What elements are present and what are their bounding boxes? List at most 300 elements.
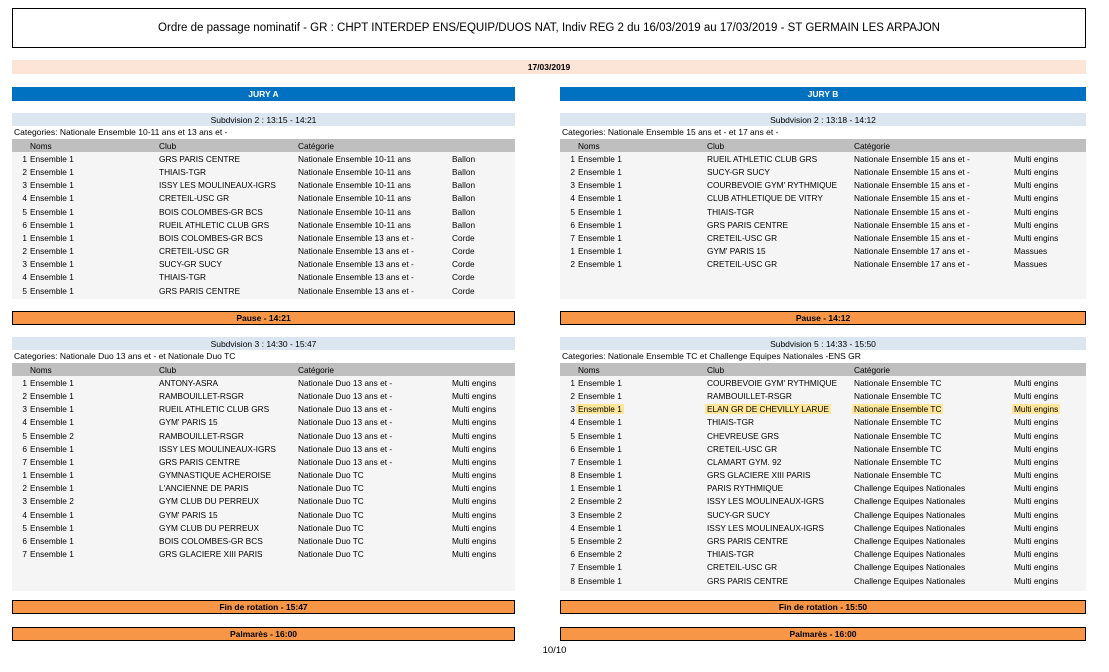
row-number-cell (560, 154, 578, 164)
row-apparatus: Multi engins (1014, 180, 1059, 191)
row-category: Nationale Ensemble 10-11 ans (298, 193, 411, 204)
row-name: Ensemble 1 (30, 470, 74, 481)
table-row (560, 508, 1086, 521)
row-name-cell (578, 576, 707, 586)
row-name: Ensemble 1 (30, 443, 74, 454)
row-apparatus: Multi engins (452, 377, 497, 388)
row-category: Nationale Ensemble TC (854, 404, 942, 415)
row-number-cell (12, 417, 30, 427)
row-category: Nationale Duo 13 ans et - (298, 430, 393, 441)
table-row (560, 245, 1086, 258)
table-body (560, 152, 1086, 271)
row-category-cell (298, 154, 452, 164)
row-number-cell (12, 154, 30, 164)
row-category-cell (854, 180, 1014, 190)
row-category-cell (854, 220, 1014, 230)
row-apparatus: Multi engins (452, 430, 497, 441)
row-name-cell (578, 444, 707, 454)
row-name-cell (578, 536, 707, 546)
table-row (12, 521, 515, 534)
row-club: GRS PARIS CENTRE (159, 153, 240, 164)
row-category-cell (298, 510, 452, 520)
row-name-cell (30, 193, 159, 203)
row-category: Nationale Ensemble 15 ans et - (854, 180, 970, 191)
row-number-cell (560, 378, 578, 388)
row-number: 5 (22, 285, 27, 296)
row-number-cell (560, 167, 578, 177)
row-name: Ensemble 1 (30, 166, 74, 177)
row-apparatus: Multi engins (1014, 509, 1059, 520)
row-category-cell (854, 549, 1014, 559)
row-club-cell (159, 180, 298, 190)
row-number: 3 (570, 404, 575, 415)
row-club: GRS PARIS CENTRE (159, 456, 240, 467)
row-number: 6 (570, 219, 575, 230)
row-category-cell (854, 536, 1014, 546)
row-number-cell (560, 259, 578, 269)
row-name-cell (578, 510, 707, 520)
table-row (560, 561, 1086, 574)
row-apparatus: Corde (452, 285, 475, 296)
row-category-cell (854, 457, 1014, 467)
row-club: BOIS COLOMBES-GR BCS (159, 536, 263, 547)
row-category: Nationale Duo 13 ans et - (298, 417, 393, 428)
row-club-cell (159, 523, 298, 533)
categories-line: Categories: Nationale Ensemble TC et Challenge Equipes Nationales -ENS GR (560, 350, 1086, 363)
row-apparatus-cell (1014, 193, 1074, 203)
row-name: Ensemble 1 (30, 219, 74, 230)
row-club: CRETEIL-USC GR (707, 259, 778, 270)
row-name: Ensemble 1 (30, 193, 74, 204)
row-category: Nationale Duo TC (298, 496, 364, 507)
row-number-cell (560, 576, 578, 586)
row-apparatus: Multi engins (1014, 417, 1059, 428)
row-number: 5 (570, 430, 575, 441)
row-number: 3 (22, 259, 27, 270)
row-number: 2 (570, 390, 575, 401)
row-club-cell (707, 431, 854, 441)
row-club: CRETEIL-USC GR (707, 443, 778, 454)
end-rotation-bar: Fin de rotation - 15:50 (560, 600, 1086, 614)
table-row (560, 429, 1086, 442)
row-club-cell (707, 496, 854, 506)
subdivision-title: Subdvision 3 : 14:30 - 15:47 (12, 337, 515, 350)
row-number: 4 (22, 509, 27, 520)
row-name-cell (578, 431, 707, 441)
row-name: Ensemble 2 (30, 430, 74, 441)
row-club: GRS PARIS CENTRE (159, 285, 240, 296)
jury-a-header: JURY A (12, 87, 515, 101)
row-category: Nationale Ensemble 10-11 ans (298, 180, 411, 191)
row-category-cell (298, 167, 452, 177)
row-club: GYM CLUB DU PERREUX (159, 496, 260, 507)
row-apparatus: Multi engins (1014, 206, 1059, 217)
table-row (12, 231, 515, 244)
row-club-cell (707, 246, 854, 256)
row-club-cell (707, 180, 854, 190)
row-name-cell (30, 404, 159, 414)
row-category-cell (854, 562, 1014, 572)
row-name: Ensemble 1 (578, 404, 622, 415)
header-categorie: Catégorie (854, 364, 890, 375)
row-name-cell (578, 233, 707, 243)
row-category-cell (298, 404, 452, 414)
row-name: Ensemble 2 (578, 549, 622, 560)
row-apparatus: Ballon (452, 206, 476, 217)
row-category-cell (298, 470, 452, 480)
row-name: Ensemble 1 (30, 417, 74, 428)
row-club: L'ANCIENNE DE PARIS (159, 483, 249, 494)
row-number-cell (560, 193, 578, 203)
row-name: Ensemble 1 (30, 549, 74, 560)
row-name-cell (30, 457, 159, 467)
row-apparatus-cell (1014, 417, 1074, 427)
row-number: 4 (22, 272, 27, 283)
table-row (12, 179, 515, 192)
row-apparatus: Corde (452, 246, 475, 257)
row-category-cell (854, 233, 1014, 243)
row-name-cell (578, 417, 707, 427)
row-number-cell (560, 207, 578, 217)
row-category: Challenge Equipes Nationales (854, 562, 966, 573)
row-club-cell (159, 444, 298, 454)
row-name-cell (578, 549, 707, 559)
row-name-cell (30, 483, 159, 493)
row-apparatus-cell (452, 483, 512, 493)
row-number: 8 (570, 470, 575, 481)
row-apparatus-cell (452, 207, 512, 217)
row-apparatus: Multi engins (1014, 575, 1059, 586)
row-number-cell (560, 246, 578, 256)
row-apparatus: Multi engins (1014, 522, 1059, 533)
table-row (12, 192, 515, 205)
row-name-cell (578, 470, 707, 480)
table-row (12, 245, 515, 258)
row-category-cell (854, 193, 1014, 203)
row-category-cell (298, 444, 452, 454)
row-apparatus: Corde (452, 259, 475, 270)
row-category: Nationale Ensemble 15 ans et - (854, 166, 970, 177)
row-apparatus: Multi engins (1014, 232, 1059, 243)
row-name-cell (578, 391, 707, 401)
row-club: COURBEVOIE GYM' RYTHMIQUE (707, 180, 838, 191)
row-club-cell (159, 233, 298, 243)
row-club-cell (159, 259, 298, 269)
row-club: THIAIS-TGR (159, 166, 207, 177)
row-club: CRETEIL-USC GR (159, 193, 230, 204)
row-number-cell (12, 404, 30, 414)
row-category-cell (854, 576, 1014, 586)
header-club: Club (707, 364, 725, 375)
row-apparatus: Multi engins (1014, 193, 1059, 204)
table-row (560, 218, 1086, 231)
row-apparatus: Multi engins (452, 443, 497, 454)
row-name-cell (578, 259, 707, 269)
table-row (560, 416, 1086, 429)
row-number: 2 (22, 246, 27, 257)
row-name-cell (30, 246, 159, 256)
table-header (560, 363, 1086, 376)
row-number: 1 (570, 246, 575, 257)
row-name-cell (30, 272, 159, 282)
row-number-cell (560, 510, 578, 520)
row-club-cell (707, 417, 854, 427)
row-club-cell (707, 444, 854, 454)
row-apparatus-cell (452, 523, 512, 533)
row-apparatus-cell (1014, 576, 1074, 586)
table-row (560, 534, 1086, 547)
row-apparatus: Multi engins (1014, 536, 1059, 547)
row-category: Challenge Equipes Nationales (854, 483, 966, 494)
row-club-cell (159, 391, 298, 401)
row-club: BOIS COLOMBES-GR BCS (159, 206, 263, 217)
row-name: Ensemble 2 (30, 496, 74, 507)
table-row (560, 495, 1086, 508)
row-category-cell (854, 167, 1014, 177)
row-number: 4 (570, 417, 575, 428)
table-row (560, 389, 1086, 402)
row-club: GRS GLACIERE XIII PARIS (159, 549, 263, 560)
table-row (560, 205, 1086, 218)
row-apparatus: Multi engins (1014, 430, 1059, 441)
row-number: 2 (22, 166, 27, 177)
row-category: Nationale Ensemble 15 ans et - (854, 232, 970, 243)
row-club-cell (707, 470, 854, 480)
row-apparatus-cell (1014, 233, 1074, 243)
row-club-cell (707, 576, 854, 586)
row-number-cell (12, 167, 30, 177)
table-row (12, 271, 515, 284)
row-apparatus-cell (1014, 431, 1074, 441)
table-row (12, 469, 515, 482)
row-number: 4 (570, 522, 575, 533)
row-club-cell (159, 193, 298, 203)
row-apparatus: Ballon (452, 153, 476, 164)
row-name: Ensemble 1 (578, 443, 622, 454)
row-category: Nationale Ensemble 10-11 ans (298, 206, 411, 217)
row-name: Ensemble 1 (578, 470, 622, 481)
jury-b-header: JURY B (560, 87, 1086, 101)
row-apparatus: Multi engins (452, 549, 497, 560)
table-header (12, 139, 515, 152)
row-name-cell (30, 431, 159, 441)
row-apparatus: Massues (1014, 259, 1048, 270)
row-club: THIAIS-TGR (159, 272, 207, 283)
table-row (12, 416, 515, 429)
row-number-cell (560, 470, 578, 480)
row-apparatus: Corde (452, 232, 475, 243)
row-category: Nationale Ensemble 10-11 ans (298, 153, 411, 164)
row-name: Ensemble 1 (30, 180, 74, 191)
row-category: Nationale Duo 13 ans et - (298, 443, 393, 454)
row-category: Nationale Ensemble 15 ans et - (854, 219, 970, 230)
row-club: CRETEIL-USC GR (707, 232, 778, 243)
row-category-cell (854, 431, 1014, 441)
row-club: BOIS COLOMBES-GR BCS (159, 232, 263, 243)
row-number-cell (560, 523, 578, 533)
row-club: SUCY-GR SUCY (159, 259, 222, 270)
row-number-cell (560, 457, 578, 467)
row-name-cell (578, 246, 707, 256)
row-club-cell (707, 207, 854, 217)
row-club: ISSY LES MOULINEAUX-IGRS (159, 443, 276, 454)
table-row (560, 455, 1086, 468)
categories-line: Categories: Nationale Duo 13 ans et - et Nationale Duo TC (12, 350, 515, 363)
row-category: Nationale Duo 13 ans et - (298, 377, 393, 388)
row-apparatus-cell (1014, 562, 1074, 572)
row-club: RUEIL ATHLETIC CLUB GRS (159, 404, 270, 415)
row-apparatus-cell (452, 167, 512, 177)
row-name-cell (30, 154, 159, 164)
header-categorie: Catégorie (854, 140, 890, 151)
row-apparatus: Corde (452, 272, 475, 283)
row-number: 1 (22, 232, 27, 243)
row-number: 5 (22, 430, 27, 441)
row-category-cell (854, 523, 1014, 533)
row-name: Ensemble 1 (30, 483, 74, 494)
row-category-cell (854, 483, 1014, 493)
row-club: CHEVREUSE GRS (707, 430, 779, 441)
row-apparatus-cell (1014, 483, 1074, 493)
row-club: SUCY-GR SUCY (707, 166, 770, 177)
row-apparatus-cell (452, 536, 512, 546)
row-name-cell (30, 167, 159, 177)
row-number: 1 (570, 483, 575, 494)
row-apparatus-cell (1014, 496, 1074, 506)
row-apparatus-cell (452, 431, 512, 441)
row-number-cell (12, 391, 30, 401)
row-apparatus: Ballon (452, 166, 476, 177)
row-category-cell (298, 259, 452, 269)
jury-b-subdivision-1 (560, 113, 1086, 299)
row-name: Ensemble 1 (30, 390, 74, 401)
row-name-cell (578, 154, 707, 164)
row-number: 7 (22, 456, 27, 467)
row-number: 6 (22, 443, 27, 454)
row-category: Nationale Duo TC (298, 470, 364, 481)
row-name-cell (578, 378, 707, 388)
header-noms: Noms (578, 140, 600, 151)
row-club: CLUB ATHLETIQUE DE VITRY (707, 193, 823, 204)
row-number-cell (560, 496, 578, 506)
row-category-cell (854, 496, 1014, 506)
row-club-cell (707, 457, 854, 467)
row-number: 2 (22, 390, 27, 401)
row-name: Ensemble 1 (30, 232, 74, 243)
row-number: 4 (22, 417, 27, 428)
row-apparatus-cell (452, 220, 512, 230)
row-apparatus: Multi engins (1014, 483, 1059, 494)
row-apparatus: Multi engins (452, 404, 497, 415)
row-club-cell (159, 220, 298, 230)
table-row (560, 165, 1086, 178)
row-category: Nationale Ensemble TC (854, 390, 942, 401)
row-club: RUEIL ATHLETIC CLUB GRS (159, 219, 270, 230)
row-category: Nationale Duo 13 ans et - (298, 390, 393, 401)
row-apparatus: Multi engins (452, 417, 497, 428)
row-club-cell (707, 378, 854, 388)
row-category-cell (298, 431, 452, 441)
row-number: 7 (570, 232, 575, 243)
table-row (12, 284, 515, 297)
row-category-cell (298, 483, 452, 493)
row-name: Ensemble 1 (578, 575, 622, 586)
row-number: 7 (570, 562, 575, 573)
row-apparatus-cell (452, 457, 512, 467)
row-club-cell (707, 562, 854, 572)
row-name: Ensemble 1 (30, 377, 74, 388)
row-category-cell (298, 180, 452, 190)
row-category-cell (854, 444, 1014, 454)
row-club-cell (159, 431, 298, 441)
row-club: PARIS RYTHMIQUE (707, 483, 784, 494)
row-category: Challenge Equipes Nationales (854, 549, 966, 560)
row-name-cell (578, 207, 707, 217)
row-name-cell (578, 562, 707, 572)
row-category-cell (298, 391, 452, 401)
row-name: Ensemble 1 (30, 246, 74, 257)
row-number-cell (12, 431, 30, 441)
row-category: Nationale Ensemble TC (854, 377, 942, 388)
row-apparatus: Multi engins (452, 470, 497, 481)
row-club-cell (159, 417, 298, 427)
jury-b-column (560, 0, 1086, 672)
row-name: Ensemble 2 (578, 536, 622, 547)
row-club-cell (159, 378, 298, 388)
row-club: COURBEVOIE GYM' RYTHMIQUE (707, 377, 838, 388)
table-row (560, 152, 1086, 165)
row-club-cell (707, 483, 854, 493)
row-number-cell (560, 549, 578, 559)
row-club: RAMBOUILLET-RSGR (707, 390, 792, 401)
row-apparatus: Ballon (452, 193, 476, 204)
row-apparatus: Multi engins (1014, 549, 1059, 560)
row-apparatus-cell (452, 272, 512, 282)
row-number: 7 (22, 549, 27, 560)
row-number-cell (12, 496, 30, 506)
row-category-cell (298, 378, 452, 388)
row-name: Ensemble 2 (578, 509, 622, 520)
row-name: Ensemble 1 (578, 246, 622, 257)
table-row (560, 548, 1086, 561)
row-category: Nationale Ensemble TC (854, 456, 942, 467)
row-name-cell (30, 496, 159, 506)
row-name: Ensemble 1 (578, 232, 622, 243)
row-category: Nationale Duo TC (298, 549, 364, 560)
row-name: Ensemble 1 (30, 456, 74, 467)
table-row (560, 231, 1086, 244)
row-club: GYM' PARIS 15 (159, 417, 218, 428)
row-apparatus-cell (1014, 154, 1074, 164)
header-noms: Noms (30, 140, 52, 151)
row-category: Nationale Duo TC (298, 536, 364, 547)
row-name-cell (578, 167, 707, 177)
row-apparatus-cell (1014, 391, 1074, 401)
table-header (560, 139, 1086, 152)
row-category-cell (298, 536, 452, 546)
pause-bar: Pause - 14:12 (560, 311, 1086, 325)
row-club: GYM' PARIS 15 (159, 509, 218, 520)
row-club-cell (707, 233, 854, 243)
row-number-cell (12, 233, 30, 243)
row-number: 8 (570, 575, 575, 586)
palmares-bar: Palmarès - 16:00 (560, 627, 1086, 641)
row-name: Ensemble 1 (30, 536, 74, 547)
row-apparatus-cell (1014, 536, 1074, 546)
row-apparatus: Multi engins (1014, 470, 1059, 481)
table-row (12, 165, 515, 178)
row-name-cell (30, 536, 159, 546)
